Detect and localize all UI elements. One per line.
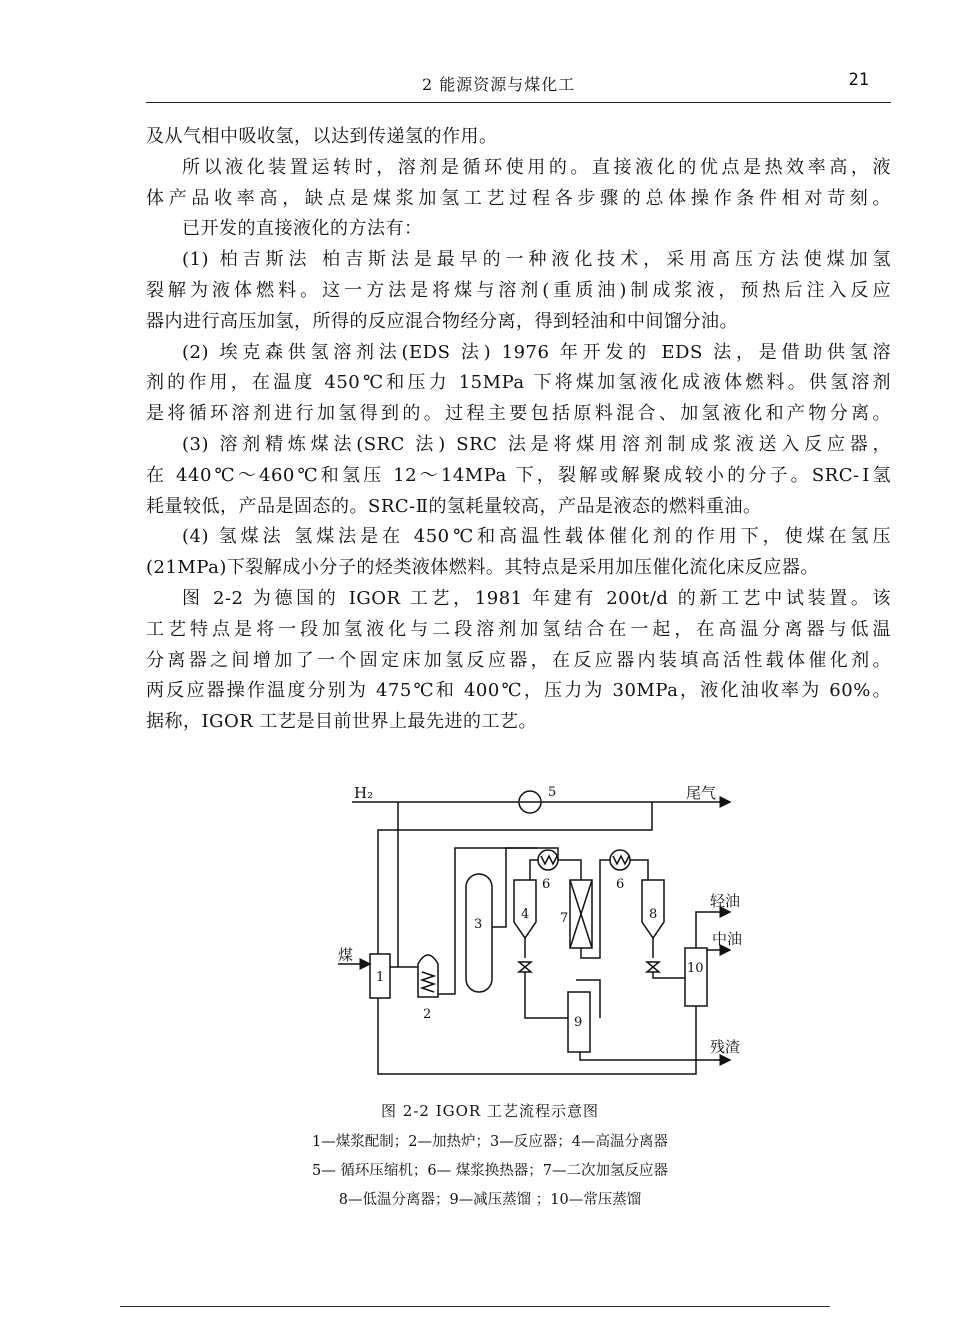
igor-process-diagram	[330, 782, 750, 1092]
page-header	[146, 62, 891, 103]
text-line: 是将循环溶剂进行加氢得到的。过程主要包括原料混合、加氢液化和产物分离。	[146, 403, 891, 425]
text-line: 两反应器操作温度分别为 475℃和 400℃，压力为 30MPa，液化油收率为 60%。	[146, 680, 891, 702]
text-line: 耗量较低，产品是固态的。SRC-Ⅱ的氢耗量较高，产品是液态的燃料重油。	[146, 495, 762, 517]
figure-caption: 图 2-2 IGOR 工艺流程示意图	[381, 1102, 599, 1120]
label-residue: 残渣	[710, 1038, 741, 1056]
page-number: 21	[848, 70, 869, 90]
label-coal: 煤	[338, 946, 354, 964]
text-line: (2) 埃克森供氢溶剂法(EDS 法) 1976 年开发的 EDS 法，是借助供氢溶	[182, 341, 891, 363]
label-2: 2	[423, 1007, 432, 1022]
body-text	[146, 122, 891, 738]
label-5: 5	[548, 785, 557, 800]
label-10: 10	[687, 961, 704, 976]
text-line: (21MPa)下裂解成小分子的烃类液体燃料。其特点是采用加压催化流化床反应器。	[146, 557, 819, 579]
figure-legend-line: 1—煤浆配制；2—加热炉；3—反应器；4—高温分离器	[312, 1134, 668, 1150]
text-line: 分离器之间增加了一个固定床加氢反应器，在反应器内装填高活性载体催化剂。	[146, 649, 891, 671]
text-line: 所以液化装置运转时，溶剂是循环使用的。直接液化的优点是热效率高，液	[182, 156, 891, 178]
figure-legend-line: 8—低温分离器；9—减压蒸馏 ；10—常压蒸馏	[338, 1192, 642, 1208]
text-line: 已开发的直接液化的方法有：	[182, 218, 423, 240]
text-line: 剂的作用，在温度 450℃和压力 15MPa 下将煤加氢液化成液体燃料。供氢溶剂	[146, 372, 891, 394]
label-4: 4	[521, 907, 530, 922]
label-9: 9	[574, 1015, 583, 1030]
text-line: 器内进行高压加氢，所得的反应混合物经分离，得到轻油和中间馏分油。	[146, 310, 738, 332]
text-line: 图 2-2 为德国的 IGOR 工艺，1981 年建有 200t/d 的新工艺中试装置。该	[182, 587, 891, 609]
text-line: 在 440℃～460℃和氢压 12～14MPa 下，裂解或解聚成较小的分子。SRC-Ⅰ氢	[146, 464, 891, 486]
label-middle-oil: 中油	[712, 930, 743, 948]
figure-legend-line: 5— 循环压缩机；6— 煤浆换热器；7—二次加氢反应器	[312, 1163, 668, 1179]
label-8: 8	[649, 907, 658, 922]
label-light-oil: 轻油	[710, 892, 741, 910]
label-1: 1	[376, 970, 385, 985]
text-line: 及从气相中吸收氢，以达到传递氢的作用。	[146, 126, 498, 147]
text-line: (3) 溶剂精炼煤法(SRC 法) SRC 法是将煤用溶剂制成浆液送入反应器，	[182, 433, 891, 455]
label-6b: 6	[616, 877, 625, 892]
footer-rule	[120, 1306, 830, 1307]
text-line: (4) 氢煤法 氢煤法是在 450℃和高温性载体催化剂的作用下，使煤在氢压	[182, 526, 891, 548]
text-line: (1) 柏吉斯法 柏吉斯法是最早的一种液化技术，采用高压方法使煤加氢	[182, 249, 891, 271]
label-tail-gas: 尾气	[686, 784, 717, 802]
label-h2: H₂	[354, 784, 374, 802]
text-line: 体产品收率高，缺点是煤浆加氢工艺过程各步骤的总体操作条件相对苛刻。	[146, 187, 891, 209]
text-line: 据称，IGOR 工艺是目前世界上最先进的工艺。	[146, 711, 538, 733]
label-3: 3	[474, 917, 483, 932]
label-6a: 6	[542, 877, 551, 892]
running-title: 2 能源资源与煤化工	[422, 75, 576, 94]
text-line: 裂解为液体燃料。这一方法是将煤与溶剂(重质油)制成浆液，预热后注入反应	[146, 279, 891, 301]
label-7: 7	[560, 911, 569, 926]
text-line: 工艺特点是将一段加氢液化与二段溶剂加氢结合在一起，在高温分离器与低温	[146, 618, 891, 640]
